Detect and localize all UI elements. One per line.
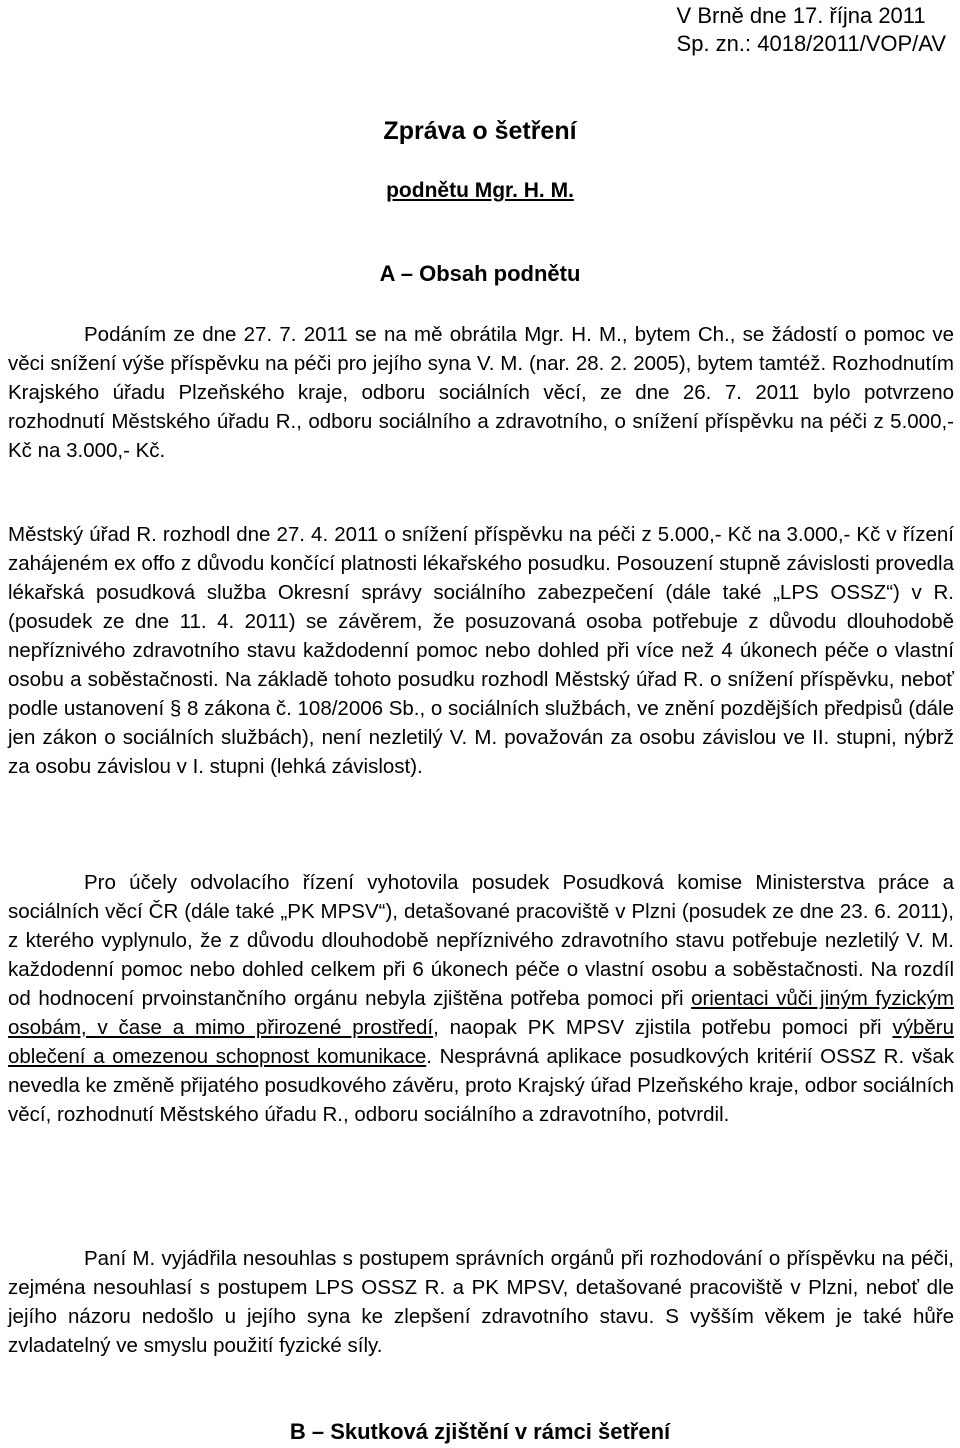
paragraph-3-text-3: . Nesprávná aplikace posudkových kritérií OSSZ R. však nevedla ke změně přijatého posudkového závěru, proto Krajský úřad Plzeňského kraje, odbor sociálních věcí, rozhodnutí Městského úřadu R., odboru sociálního a zdravotního, potvrdil. [8, 1045, 955, 1126]
document-subtitle-text: podnětu Mgr. H. M. [386, 179, 574, 202]
paragraph-3-text-1: Pro účely odvolacího řízení vyhotovila posudek Posudková komise Ministerstva práce a sociálních věcí ČR (dále také „PK MPSV“), detašované pracoviště v Plzni (posudek ze dne 23. 6. 2011), z kterého vyplynulo, že z důvodu dlouhodobě nepříznivého zdravotního stavu potřebuje nezletilý V. M. každodenní pomoc nebo dohled celkem při 6 úkonech péče o vlastní osobu a soběstačnosti. Na rozdíl od hodnocení prvoinstančního orgánu nebyla zjištěna potřeba pomoci při [8, 871, 954, 1010]
document-date: V Brně dne 17. října 2011 [676, 3, 926, 28]
paragraph-3 [8, 868, 954, 1129]
document-reference: Sp. zn.: 4018/2011/VOP/AV [676, 31, 946, 56]
document-title: Zpráva o šetření [383, 117, 577, 145]
paragraph-2: Městský úřad R. rozhodl dne 27. 4. 2011 o snížení příspěvku na péči z 5.000,- Kč na 3.000,- Kč v řízení zahájeném ex offo z důvodu končící platnosti lékařského posudku. Posouzení stupně závislosti provedla lékařská posudková služba Okresní správy sociálního zabezpečení (dále také „LPS OSSZ“) v R. (posudek ze dne 11. 4. 2011) se závěrem, že posuzovaná osoba potřebuje z důvodu dlouhodobě nepříznivého zdravotního stavu každodenní pomoc nebo dohled při více než 4 úkonech péče o vlastní osobu a soběstačnosti. Na základě tohoto posudku rozhodl Městský úřad R. o snížení příspěvku, neboť podle ustanovení § 8 zákona č. 108/2006 Sb., o sociálních službách, ve znění pozdějších předpisů (dále jen zákon o sociálních službách), není nezletilý V. M. považován za osobu závislou ve II. stupni, nýbrž za osobu závislou v I. stupni (lehká závislost). [8, 523, 954, 778]
paragraph-4: Paní M. vyjádřila nesouhlas s postupem správních orgánů při rozhodování o příspěvku na péči, zejména nesouhlasí s postupem LPS OSSZ R. a PK MPSV, detašované pracoviště v Plzni, neboť dle jejího názoru nedošlo u jejího syna ke zlepšení zdravotního stavu. S vyšším věkem je také hůře zvladatelný ve smyslu použití fyzické síly. [8, 1247, 954, 1357]
section-b-heading: B – Skutková zjištění v rámci šetření [289, 1419, 671, 1444]
paragraph-3-underlined-2: výběru oblečení a omezenou schopnost komunikace [8, 1016, 954, 1068]
document-subtitle [0, 176, 960, 206]
paragraph-3-underlined-1: orientaci vůči jiným fyzickým osobám, v čase a mimo přirozené prostředí [8, 987, 954, 1039]
paragraph-3-text-2: , naopak PK MPSV zjistila potřebu pomoci při [433, 1016, 893, 1039]
paragraph-1: Podáním ze dne 27. 7. 2011 se na mě obrátila Mgr. H. M., bytem Ch., se žádostí o pomoc ve věci snížení výše příspěvku na péči pro jejího syna V. M. (nar. 28. 2. 2005), bytem tamtéž. Rozhodnutím Krajského úřadu Plzeňského kraje, odboru sociálních věcí, ze dne 26. 7. 2011 bylo potvrzeno rozhodnutí Městského úřadu R., odboru sociálního a zdravotního, o snížení příspěvku na péči z 5.000,- Kč na 3.000,- Kč. [8, 323, 954, 462]
section-a-heading: A – Obsah podnětu [379, 261, 581, 286]
document-header [677, 2, 946, 58]
